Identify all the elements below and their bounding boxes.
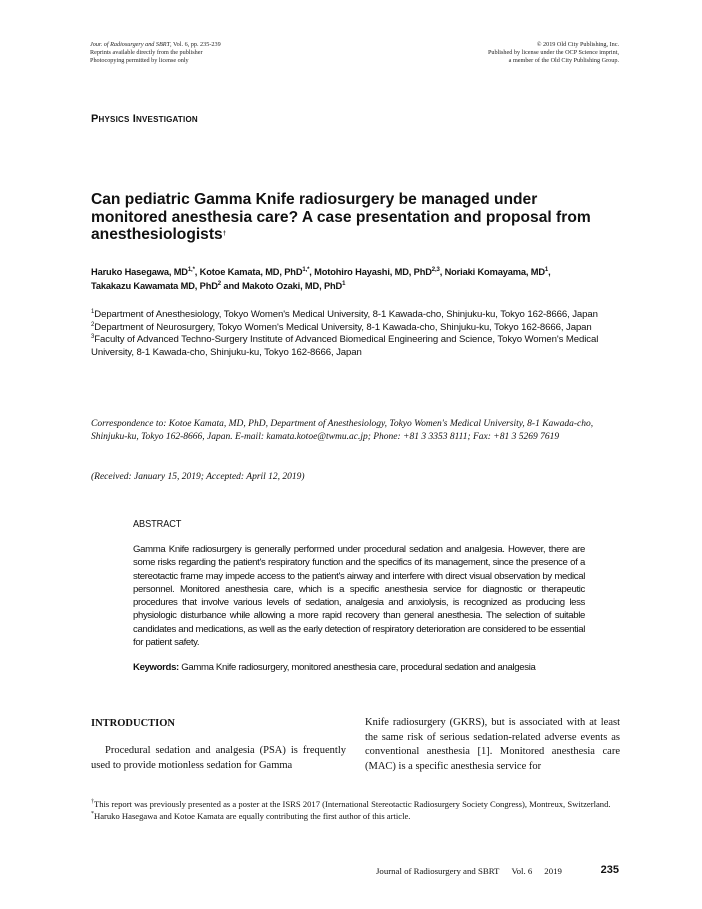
license-line: Published by license under the OCP Science imprint,	[487, 49, 619, 56]
footnote: *Haruko Hasegawa and Kotoe Kamata are equally contributing the first author of this article.	[91, 811, 411, 822]
affiliation: $^1$Department of Anesthesiology, Tokyo Women's Medical University, 8-1 Kawada-cho, Shinjuku-ku, Tokyo 162-8666, Japan	[91, 309, 598, 320]
author: Noriaki Komayama, $MD^1$	[444, 267, 549, 277]
abstract-heading: ABSTRACT	[133, 519, 182, 530]
author: Kotoe Kamata, MD, PhD$^{1,*}$	[199, 267, 310, 277]
introduction-column-left: Procedural sedation and analgesia (PSA) is frequently used to provide motionless sedation for Gamma	[91, 745, 346, 771]
footer-journal: Journal of Radiosurgery and SBRT	[376, 866, 500, 876]
footnote: †This report was previously presented as a poster at the ISRS 2017 (International Stereotactic Radiosurgery Society Congress), Montreux, Switzerland.	[91, 799, 611, 809]
affiliation: $^3$Faculty of Advanced Techno-Surgery Institute of Advanced Biomedical Engineering and Science, Tokyo Women's Medical University, 8-1 Kawada-cho, Shinjuku-ku, Tokyo 162-8666, Japan	[91, 334, 599, 358]
affiliation: $^2$Department of Neurosurgery, Tokyo Women's Medical University, 8-1 Kawada-cho, Shinjuku-ku, Tokyo 162-8666, Japan	[91, 321, 592, 333]
keywords-label: Keywords:	[133, 662, 179, 673]
author-list: Haruko Hasegawa, $MD^{1,*}$, Kotoe Kamata, MD, PhD$^{1,*}$, Motohiro Hayashi, MD, PhD$^{2,3}$, Noriaki Komayama, $MD^1$, Takakazu Kawamata MD, PhD$^2$ and Makoto Ozaki, MD, PhD$^1$	[91, 267, 551, 291]
volume-pages: , Vol. 6, pp. 235-239	[170, 41, 221, 48]
publisher-header	[488, 41, 619, 65]
correspondence: Correspondence to: Kotoe Kamata, MD, PhD, Department of Anesthesiology, Tokyo Women's Medical University, 8-1 Kawada-cho, Shinjuku-ku, Tokyo 162-8666, Japan. E-mail: kamata.kotoe@twmu.ac.jp; Phone: +81 3 3353 8111; Fax: +81 3 5269 7619	[91, 419, 594, 442]
footer-volume: Vol. 6	[511, 866, 533, 876]
author: Motohiro Hayashi, MD, PhD$^{2,3}$	[314, 267, 440, 277]
introduction-column-right: Knife radiosurgery (GKRS), but is associated with at least the same risk of serious sedation-related adverse events as conventional anesthesia [1]. Monitored anesthesia care (MAC) is a specific anesthesia service for	[365, 717, 620, 772]
author: Haruko Hasegawa, $MD^{1,*}$	[91, 267, 195, 277]
page-number: 235	[600, 864, 619, 876]
received-dates: (Received: January 15, 2019; Accepted: April 12, 2019)	[91, 472, 305, 482]
section-tag: Physics Investigation	[91, 113, 198, 125]
article-title	[91, 191, 611, 244]
journal-citation-header	[90, 41, 221, 65]
keywords	[133, 662, 603, 673]
keywords-list: Gamma Knife radiosurgery, monitored anesthesia care, procedural sedation and analgesia	[181, 662, 536, 673]
introduction-heading: INTRODUCTION	[91, 718, 176, 729]
affiliations	[91, 309, 631, 359]
title-dagger-mark: †	[222, 231, 227, 237]
author: Takakazu Kawamata MD, PhD$^2$	[91, 280, 221, 291]
abstract-body: Gamma Knife radiosurgery is generally performed under procedural sedation and analgesia. However, there are some risks regarding the patient's respiratory function and the specifics of its management, since the presence of a stereotactic frame may impede access to the patient's airway and interfere with direct visual observation by medical personnel. Monitored anesthesia care, which is a specific anesthesia service for diagnostic or therapeutic procedures that involve various levels of sedation, analgesia and anxiolysis, is recognized as producing less physiologic disturbance while allowing a more rapid recovery than general anesthesia. The selection of suitable candidates and medications, as well as the early detection of respiratory deterioration are considered to be essential for patient safety.	[133, 544, 585, 649]
copyright-line: © 2019 Old City Publishing, Inc.	[536, 41, 619, 48]
running-footer	[376, 866, 574, 876]
footer-year: 2019	[544, 866, 562, 876]
title-text: Can pediatric Gamma Knife radiosurgery be managed under monitored anesthesia care? A case presentation and proposal from anesthesiologists	[91, 191, 591, 243]
footnotes	[91, 798, 631, 822]
author: Makoto Ozaki, MD, PhD$^1$	[241, 280, 346, 291]
photocopying-note: Photocopying permitted by license only	[90, 57, 189, 64]
reprints-note: Reprints available directly from the publisher	[90, 49, 203, 56]
journal-abbrev: Jour. of Radiosurgery and SBRT	[90, 41, 171, 48]
publisher-group-line: a member of the Old City Publishing Group.	[508, 57, 619, 64]
